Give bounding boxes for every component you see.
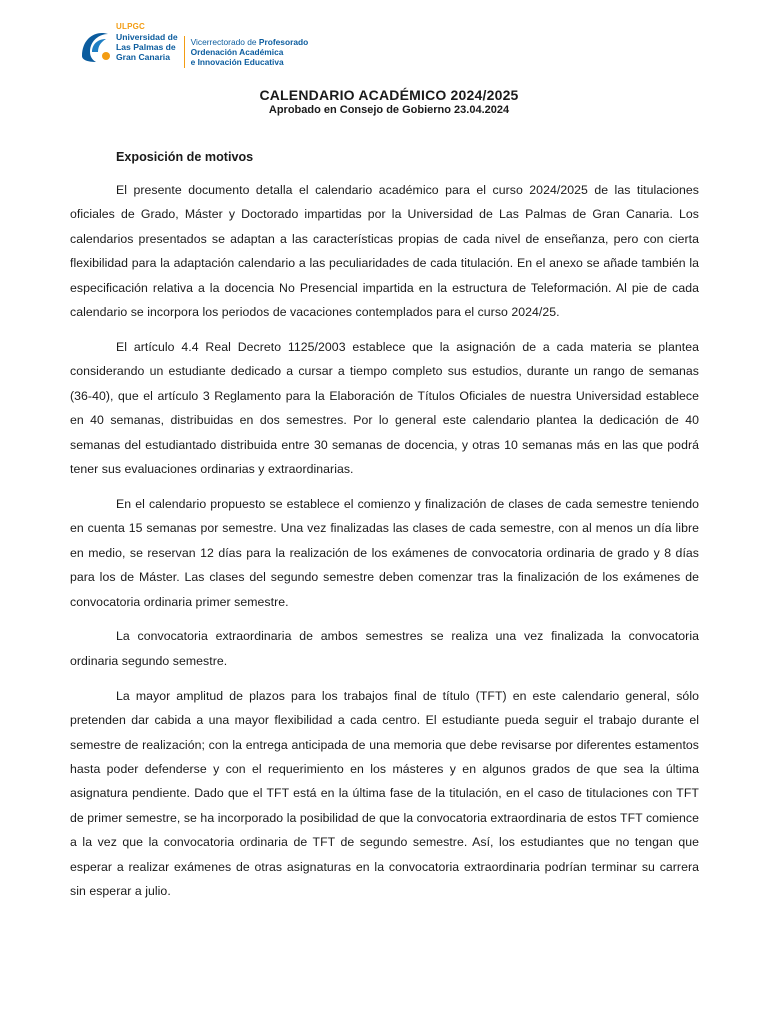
university-name <box>116 22 178 62</box>
vice-line-1 <box>191 37 309 47</box>
logo-abbreviation: ULPGC <box>116 22 145 31</box>
document-subtitle: Aprobado en Consejo de Gobierno 23.04.2024 <box>268 104 510 116</box>
vice-line-2: Ordenación Académica <box>190 47 284 57</box>
document-title: CALENDARIO ACADÉMICO 2024/2025 <box>259 87 519 103</box>
logo-line-2: Las Palmas de <box>116 42 176 52</box>
vice-rectorate-name <box>191 37 309 67</box>
logo-divider <box>184 36 185 68</box>
paragraph-2: El artículo 4.4 Real Decreto 1125/2003 establece que la asignación de a cada materia se plantea considerando un estudiante dedicado a cursar a tiempo completo sus estudios, durante un rango de semanas (36-40), que el artículo 3 Reglamento para la Elaboración de Títulos Oficiales de nuestra Universidad establece en 40 semanas, distribuidas en dos semestres. Por lo general este calendario plantea la dedicación de 40 semanas del estudiantado distribuida entre 30 semanas de docencia, y otras 10 semanas más en las que podrá tener sus evaluaciones ordinarias y extraordinarias. <box>70 339 699 476</box>
vice-line-1-light: Vicerrectorado de <box>190 37 259 47</box>
vice-line-3: e Innovación Educativa <box>190 57 284 67</box>
ulpgc-logo-icon <box>78 26 114 66</box>
logo-line-3: Gran Canaria <box>116 52 170 62</box>
paragraph-3: En el calendario propuesto se establece el comienzo y finalización de clases de cada semestre teniendo en cuenta 15 semanas por semestre. Una vez finalizadas las clases de cada semestre, con al menos un día libre en medio, se reservan 12 días para la realización de los exámenes de convocatoria ordinaria de grado y 8 días para los de Máster. Las clases del segundo semestre deben comenzar tras la finalización de los exámenes de convocatoria ordinaria primer semestre. <box>70 496 699 609</box>
section-heading: Exposición de motivos <box>116 150 254 164</box>
paragraph-1: El presente documento detalla el calendario académico para el curso 2024/2025 de las titulaciones oficiales de Grado, Máster y Doctorado impartidas por la Universidad de Las Palmas de Gran Canaria. Los calendarios presentados se adaptan a las características propias de cada nivel de enseñanza, pero con cierta flexibilidad para la adaptación calendario a las peculiaridades de cada titulación. En el anexo se añade también la especificación relativa a la docencia No Presencial impartida en la estructura de Teleformación. Al pie de cada calendario se incorpora los periodos de vacaciones contemplados para el curso 2024/25. <box>70 183 699 320</box>
vice-line-1-bold: Profesorado <box>258 37 309 47</box>
header-logo <box>78 22 328 74</box>
paragraph-5: La mayor amplitud de plazos para los trabajos final de título (TFT) en este calendario general, sólo pretenden dar cabida a una mayor flexibilidad a cada centro. El estudiante pueda seguir el trabajo durante el semestre de realización; con la entrega anticipada de una memoria que debe revisarse por diferentes estamentos hasta poder defenderse y con el requerimiento en los másteres y en algunos grados de que sea la última asignatura pendiente. Dado que el TFT está en la última fase de la titulación, en el caso de titulaciones con TFT de primer semestre, se ha incorporado la posibilidad de que la convocatoria extraordinaria de estos TFT comience a la vez que la convocatoria ordinaria de TFT de segundo semestre. Así, los estudiantes que no tengan que esperar a realizar exámenes de otras asignaturas en la convocatoria extraordinaria podrían terminar su carrera sin esperar a julio. <box>70 688 699 898</box>
logo-line-1: Universidad de <box>116 32 178 42</box>
paragraph-4: La convocatoria extraordinaria de ambos semestres se realiza una vez finalizada la convocatoria ordinaria segundo semestre. <box>70 629 699 668</box>
document-body <box>70 178 699 914</box>
